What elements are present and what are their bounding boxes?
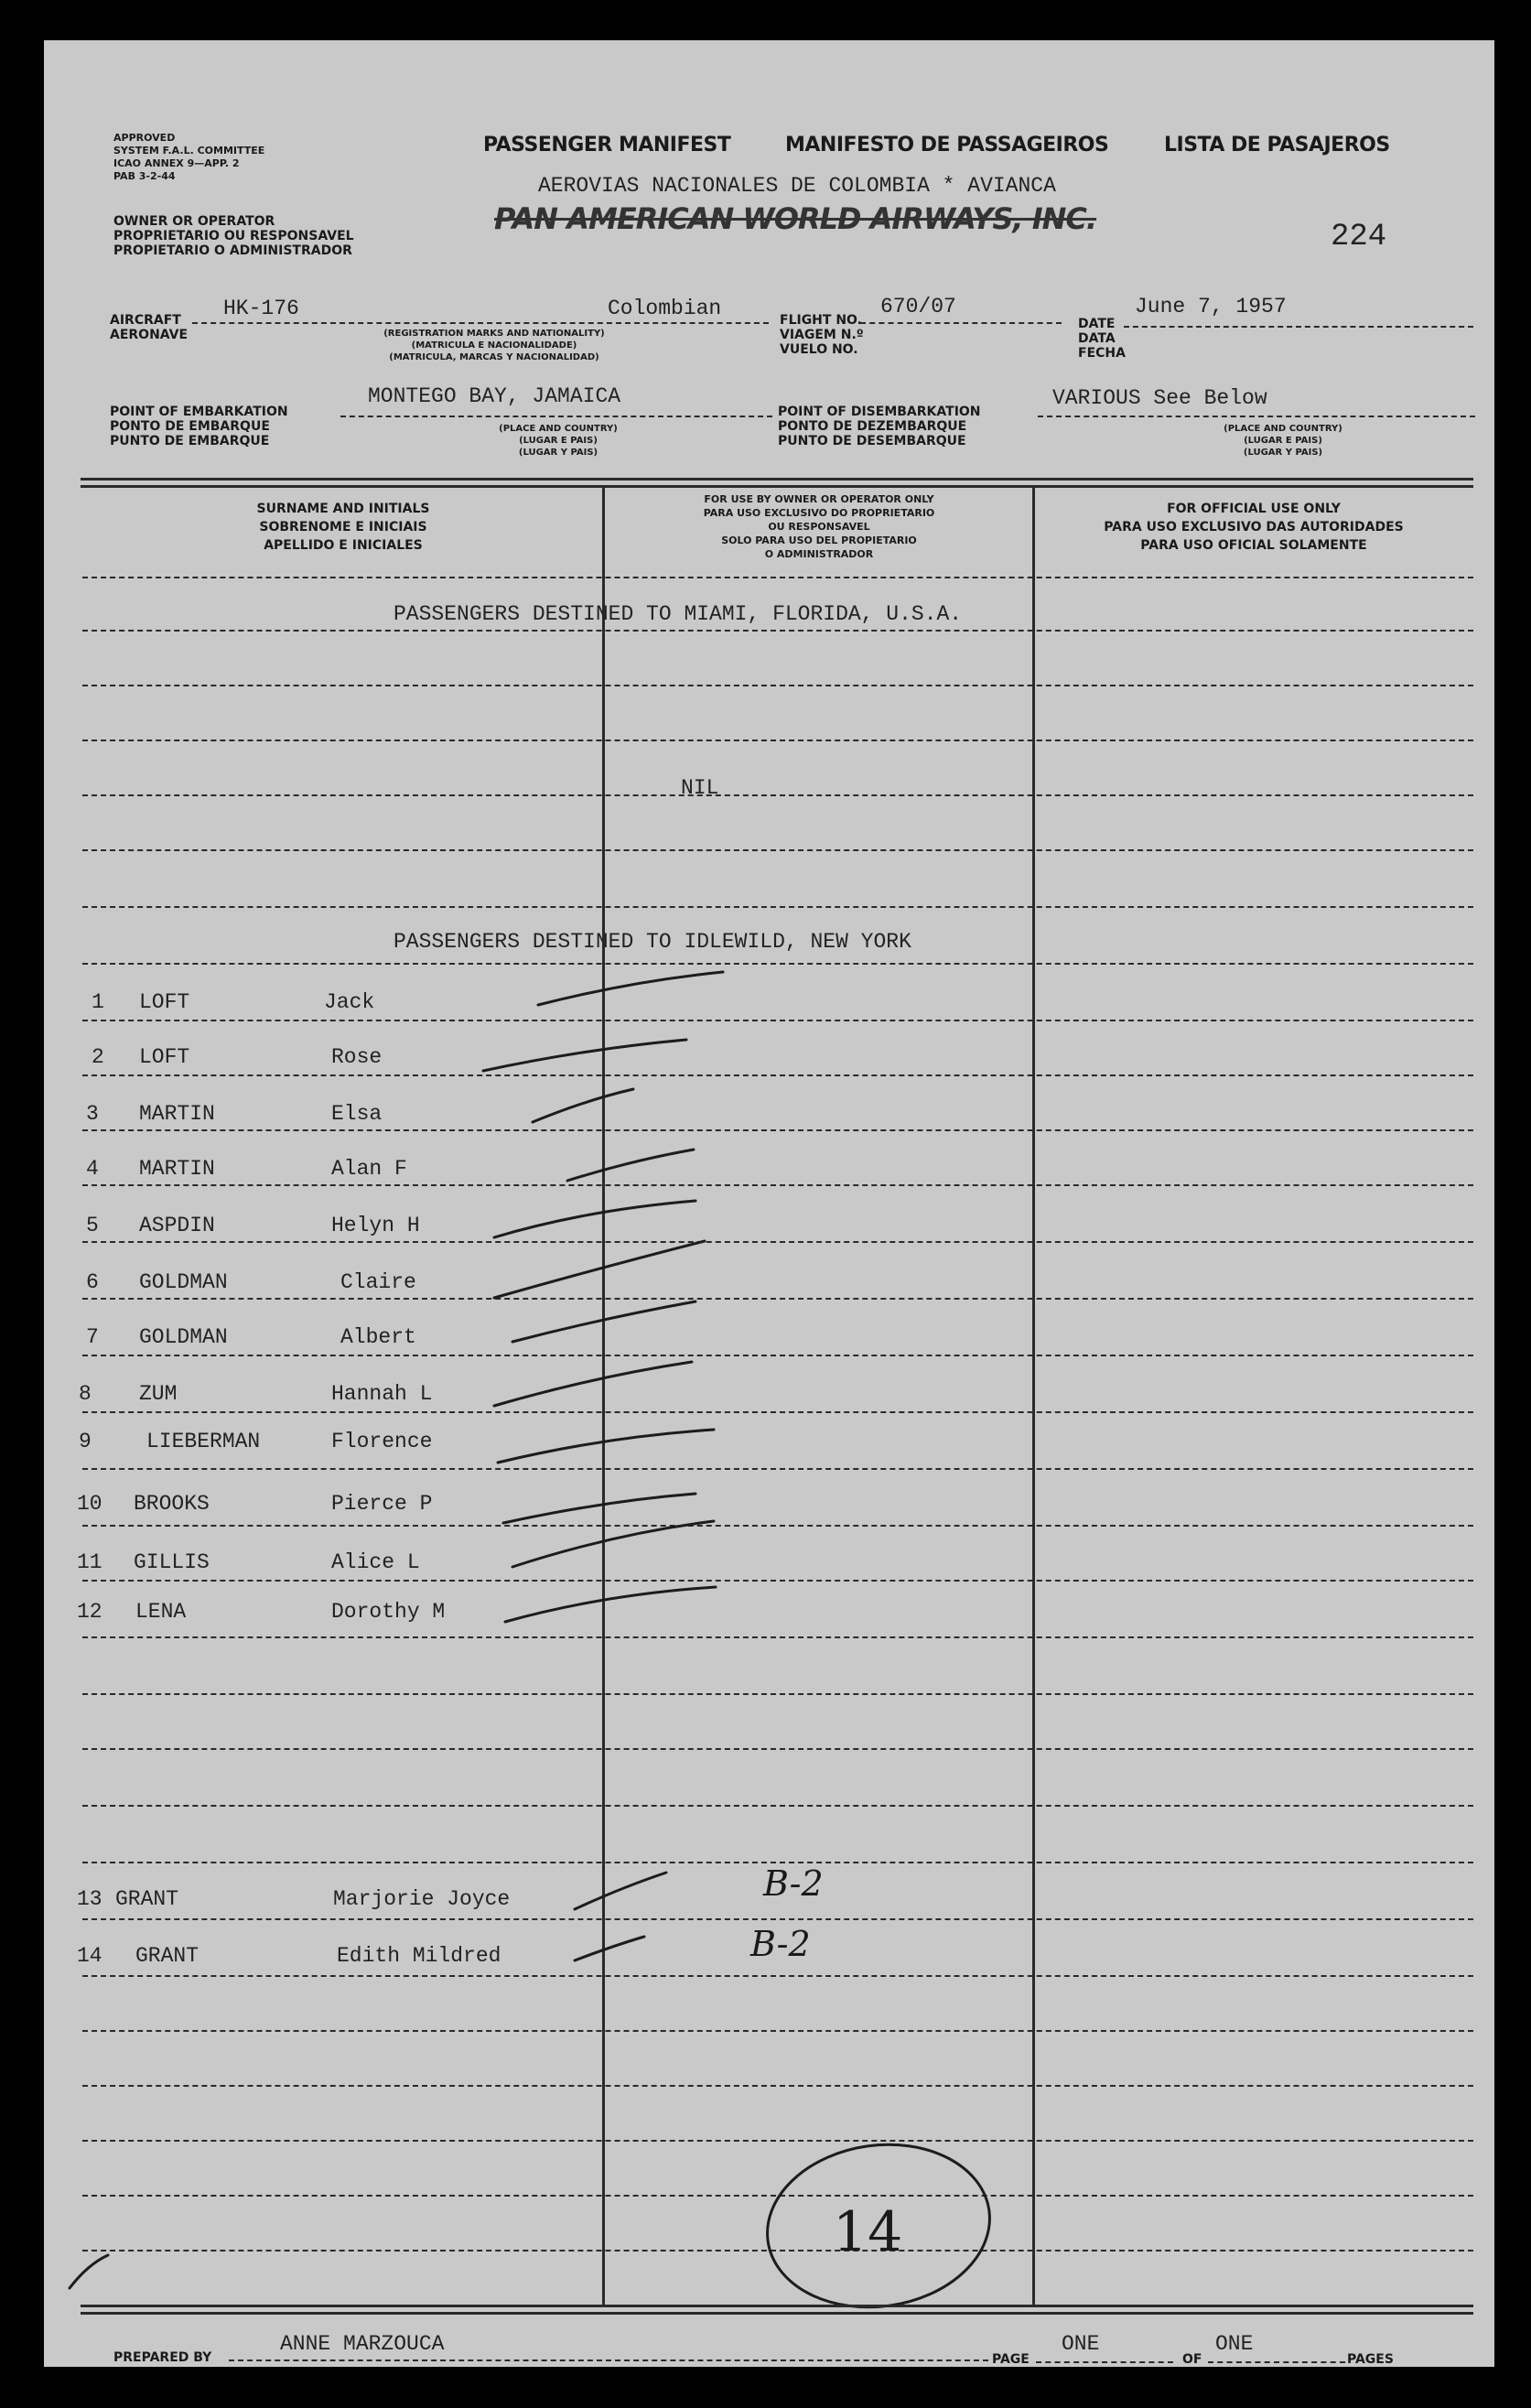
- embarkation-value: MONTEGO BAY, JAMAICA: [368, 384, 621, 408]
- passenger-given-name: Florence: [331, 1430, 433, 1453]
- aircraft-label-line: AERONAVE: [110, 328, 189, 342]
- check-mark: [512, 1301, 695, 1342]
- passenger-given-name: Marjorie Joyce: [333, 1887, 511, 1911]
- operator-label-line: PROPIETARIO O ADMINISTRADOR: [113, 243, 352, 258]
- date-value: June 7, 1957: [1135, 295, 1287, 319]
- operator-name: AEROVIAS NACIONALES DE COLOMBIA * AVIANCA: [538, 174, 1056, 198]
- column-header-line: OU RESPONSAVEL: [768, 521, 870, 533]
- passenger-surname: ZUM: [139, 1382, 178, 1406]
- passenger-given-name: Hannah L: [331, 1382, 433, 1406]
- of-value: ONE: [1215, 2332, 1254, 2356]
- check-mark: [483, 1040, 686, 1071]
- passenger-number: 13: [77, 1887, 102, 1911]
- section-nil: NIL: [681, 776, 719, 800]
- column-header-line: FOR OFFICIAL USE ONLY: [1167, 502, 1341, 516]
- column-header-line: PARA USO EXCLUSIVO DO PROPRIETARIO: [703, 507, 935, 519]
- check-mark: [498, 1430, 714, 1463]
- aircraft-nationality: Colombian: [608, 297, 722, 320]
- embarkation-label-line: POINT OF EMBARKATION: [110, 405, 288, 419]
- check-mark: [505, 1587, 716, 1622]
- passenger-surname: LENA: [135, 1600, 187, 1624]
- passenger-surname: BROOKS: [134, 1492, 210, 1516]
- visa-note: B-2: [763, 1863, 824, 1904]
- passenger-surname: MARTIN: [139, 1102, 215, 1126]
- embarkation-label-line: PONTO DE EMBARQUE: [110, 419, 270, 434]
- flight-label-line: FLIGHT NO.: [780, 313, 862, 328]
- passenger-number: 7: [86, 1325, 99, 1349]
- flight-label-line: VUELO NO.: [780, 342, 858, 357]
- approval-line: APPROVED: [113, 132, 176, 144]
- column-header-line: APELLIDO E INICIALES: [264, 538, 423, 553]
- disembarkation-sub-line: (LUGAR E PAIS): [1244, 436, 1322, 446]
- passenger-number: 2: [92, 1045, 104, 1069]
- margin-mark: [70, 2255, 108, 2288]
- passenger-number: 11: [77, 1550, 102, 1574]
- title-spanish: LISTA DE PASAJEROS: [1164, 134, 1390, 157]
- disembarkation-sub-line: (PLACE AND COUNTRY): [1224, 424, 1342, 434]
- prepared-by-label: PREPARED BY: [113, 2350, 212, 2365]
- passenger-number: 6: [86, 1270, 99, 1294]
- check-mark: [503, 1494, 695, 1523]
- column-header-line: SOLO PARA USO DEL PROPIETARIO: [721, 535, 917, 546]
- passenger-given-name: Pierce P: [331, 1492, 433, 1516]
- passenger-surname: GRANT: [135, 1944, 199, 1968]
- total-circle: [757, 2131, 1000, 2321]
- passenger-surname: GOLDMAN: [139, 1270, 228, 1294]
- visa-note: B-2: [750, 1924, 811, 1964]
- operator-label-line: PROPRIETARIO OU RESPONSAVEL: [113, 229, 354, 243]
- page-value: ONE: [1062, 2332, 1100, 2356]
- date-label-line: DATE: [1078, 317, 1116, 331]
- check-mark: [494, 1201, 695, 1237]
- passenger-number: 3: [86, 1102, 99, 1126]
- passenger-given-name: Alice L: [331, 1550, 420, 1574]
- circled-total: 14: [833, 2200, 903, 2264]
- check-mark: [494, 1362, 692, 1406]
- passenger-given-name: Elsa: [331, 1102, 383, 1126]
- flight-number: 670/07: [880, 295, 956, 319]
- passenger-number: 12: [77, 1600, 102, 1624]
- passenger-surname: LOFT: [139, 1045, 190, 1069]
- aircraft-label-line: AIRCRAFT: [110, 313, 181, 328]
- column-header-line: FOR USE BY OWNER OR OPERATOR ONLY: [704, 493, 934, 505]
- column-header-line: SOBRENOME E INICIAIS: [259, 520, 427, 535]
- embarkation-sub-line: (LUGAR Y PAIS): [518, 448, 598, 458]
- embarkation-label-line: PUNTO DE EMBARQUE: [110, 434, 270, 448]
- approval-line: PAB 3-2-44: [113, 170, 176, 182]
- passenger-given-name: Albert: [340, 1325, 416, 1349]
- check-mark: [494, 1241, 705, 1298]
- check-mark: [538, 972, 723, 1005]
- disembarkation-label-line: POINT OF DISEMBARKATION: [778, 405, 981, 419]
- passenger-surname: LIEBERMAN: [146, 1430, 261, 1453]
- embarkation-sub-line: (PLACE AND COUNTRY): [499, 424, 618, 434]
- disembarkation-sub-line: (LUGAR Y PAIS): [1243, 448, 1323, 458]
- passenger-number: 8: [79, 1382, 92, 1406]
- embarkation-sub-line: (LUGAR E PAIS): [519, 436, 598, 446]
- check-mark: [575, 1937, 644, 1960]
- column-header-line: PARA USO EXCLUSIVO DAS AUTORIDADES: [1104, 520, 1404, 535]
- check-mark: [567, 1150, 694, 1181]
- of-label: OF: [1182, 2352, 1202, 2367]
- disembarkation-label-line: PONTO DE DEZEMBARQUE: [778, 419, 967, 434]
- passenger-given-name: Rose: [331, 1045, 383, 1069]
- operator-label-line: OWNER OR OPERATOR: [113, 214, 275, 229]
- passenger-given-name: Claire: [340, 1270, 416, 1294]
- title-portuguese: MANIFESTO DE PASSAGEIROS: [785, 134, 1109, 157]
- aircraft-sub-line: (MATRICULA, MARCAS Y NACIONALIDAD): [389, 352, 599, 362]
- aircraft-sub-line: (REGISTRATION MARKS AND NATIONALITY): [383, 329, 605, 339]
- prepared-by-value: ANNE MARZOUCA: [280, 2332, 445, 2356]
- date-label-line: FECHA: [1078, 346, 1126, 361]
- page-number: 224: [1331, 220, 1387, 254]
- passenger-number: 10: [77, 1492, 102, 1516]
- passenger-surname: GRANT: [115, 1887, 179, 1911]
- check-mark: [575, 1873, 666, 1909]
- pages-label: PAGES: [1347, 2352, 1394, 2367]
- page-label: PAGE: [992, 2352, 1030, 2367]
- approval-line: ICAO ANNEX 9—APP. 2: [113, 157, 240, 169]
- aircraft-sub-line: (MATRICULA E NACIONALIDADE): [411, 340, 577, 351]
- passenger-surname: ASPDIN: [139, 1214, 215, 1237]
- operator-struck-name: PAN AMERICAN WORLD AIRWAYS, INC.: [494, 201, 1097, 236]
- passenger-surname: MARTIN: [139, 1157, 215, 1181]
- disembarkation-label-line: PUNTO DE DESEMBARQUE: [778, 434, 966, 448]
- check-mark: [512, 1521, 714, 1567]
- approval-line: SYSTEM F.A.L. COMMITTEE: [113, 145, 265, 157]
- flight-label-line: VIAGEM N.º: [780, 328, 864, 342]
- column-header-line: SURNAME AND INITIALS: [256, 502, 430, 516]
- passenger-given-name: Jack: [324, 990, 375, 1014]
- passenger-given-name: Edith Mildred: [337, 1944, 501, 1968]
- disembarkation-value: VARIOUS See Below: [1052, 386, 1267, 410]
- aircraft-registration: HK-176: [223, 297, 299, 320]
- title-english: PASSENGER MANIFEST: [483, 134, 731, 157]
- passenger-given-name: Helyn H: [331, 1214, 420, 1237]
- passenger-number: 9: [79, 1430, 92, 1453]
- passenger-given-name: Alan F: [331, 1157, 407, 1181]
- passenger-number: 14: [77, 1944, 102, 1968]
- section-idlewild: PASSENGERS DESTINED TO IDLEWILD, NEW YORK: [394, 930, 911, 954]
- section-miami: PASSENGERS DESTINED TO MIAMI, FLORIDA, U.S.A.: [394, 602, 963, 626]
- passenger-given-name: Dorothy M: [331, 1600, 446, 1624]
- passenger-surname: GILLIS: [134, 1550, 210, 1574]
- passenger-number: 1: [92, 990, 104, 1014]
- passenger-surname: GOLDMAN: [139, 1325, 228, 1349]
- column-header-line: PARA USO OFICIAL SOLAMENTE: [1140, 538, 1367, 553]
- passenger-number: 4: [86, 1157, 99, 1181]
- check-mark: [533, 1089, 633, 1122]
- passenger-surname: LOFT: [139, 990, 190, 1014]
- passenger-number: 5: [86, 1214, 99, 1237]
- date-label-line: DATA: [1078, 331, 1116, 346]
- column-header-line: O ADMINISTRADOR: [764, 548, 874, 560]
